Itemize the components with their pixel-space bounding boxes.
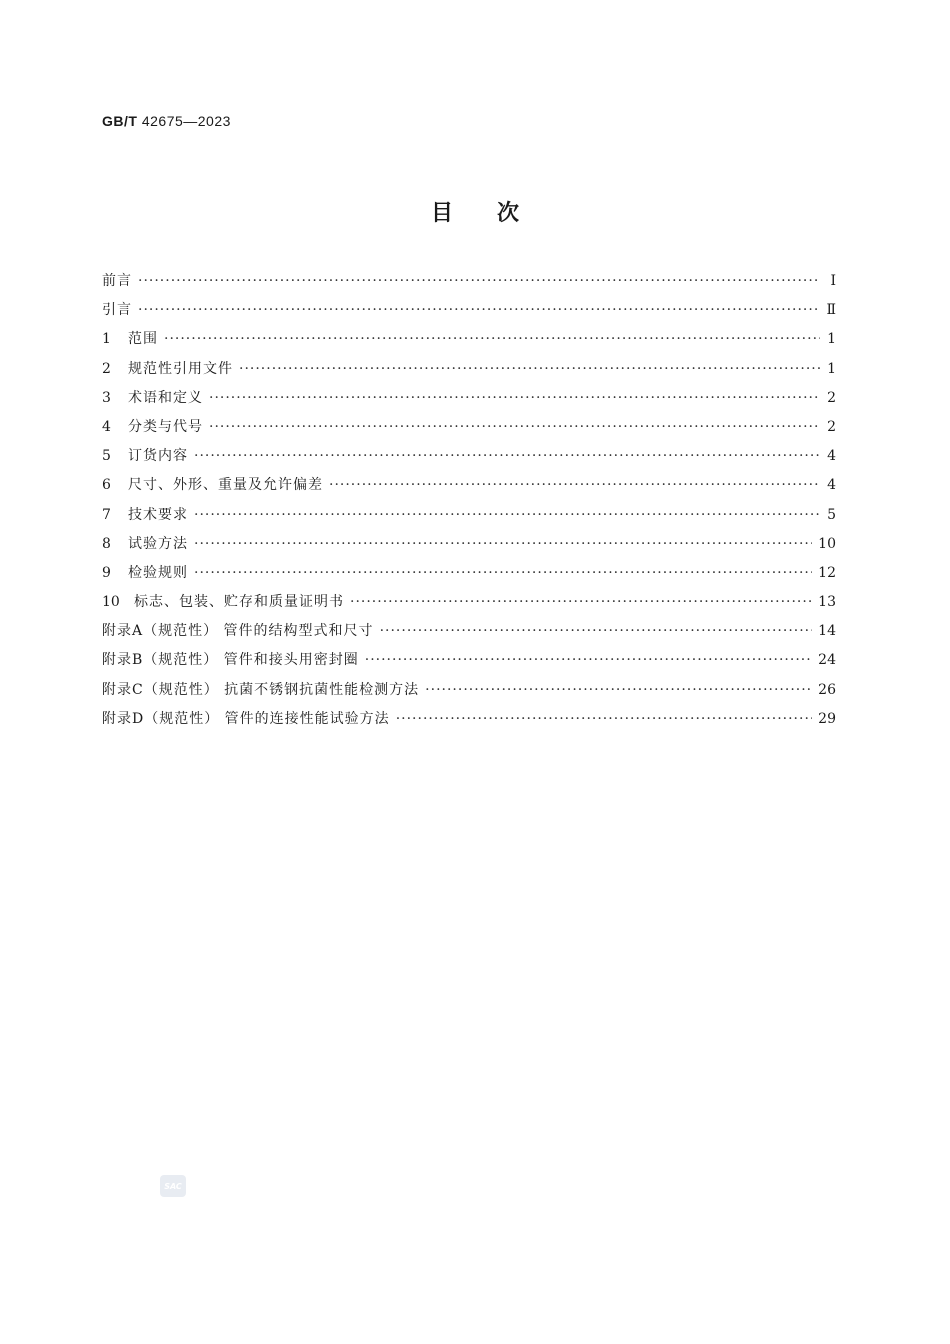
toc-entry-label: 术语和定义 xyxy=(128,389,203,406)
dot-leader xyxy=(164,331,820,347)
toc-entry-number: 7 xyxy=(102,506,111,523)
toc-entry-1[interactable] xyxy=(102,328,836,357)
toc-entry-label: 引言 xyxy=(102,302,132,319)
dot-leader xyxy=(194,448,820,464)
toc-entry-page: 2 xyxy=(827,418,836,435)
toc-entry-annex-c[interactable] xyxy=(102,679,836,708)
toc-entry-page: 1 xyxy=(827,360,836,377)
toc-entry-page: 5 xyxy=(827,506,836,523)
toc-entry-page: Ⅰ xyxy=(830,273,836,289)
toc-entry-9[interactable] xyxy=(102,562,836,591)
toc-entry-label: 附录A（规范性） 管件的结构型式和尺寸 xyxy=(102,623,374,640)
toc-entry-page: 1 xyxy=(827,331,836,348)
toc-entry-label: 分类与代号 xyxy=(128,418,203,435)
toc-entry-number: 2 xyxy=(102,360,111,377)
standard-code xyxy=(102,113,231,129)
toc-entry-number: 9 xyxy=(102,564,111,581)
toc-entry-number: 6 xyxy=(102,477,111,494)
dot-leader xyxy=(138,273,820,289)
toc-entry-number: 5 xyxy=(102,448,111,465)
toc-entry-page: 24 xyxy=(818,652,836,669)
standard-number: 42675—2023 xyxy=(141,113,231,129)
toc-entry-label: 检验规则 xyxy=(128,564,188,581)
dot-leader xyxy=(194,565,812,581)
toc-entry-label: 尺寸、外形、重量及允许偏差 xyxy=(128,477,323,494)
toc-entry-page: 10 xyxy=(818,535,836,552)
dot-leader xyxy=(365,652,812,668)
toc-entry-3[interactable] xyxy=(102,387,836,416)
dot-leader xyxy=(209,419,820,435)
toc-entry-label: 订货内容 xyxy=(128,448,188,465)
toc-entry-label: 前言 xyxy=(102,273,132,289)
dot-leader xyxy=(350,594,812,610)
toc-entry-7[interactable] xyxy=(102,504,836,533)
page-title: 目次 xyxy=(430,201,563,226)
toc-entry-number: 10 xyxy=(102,594,120,611)
toc-entry-page: 29 xyxy=(818,710,836,727)
toc-entry-number: 8 xyxy=(102,535,111,552)
table-of-contents xyxy=(102,270,836,737)
dot-leader xyxy=(380,623,813,639)
toc-entry-10[interactable] xyxy=(102,591,836,620)
dot-leader xyxy=(425,682,812,698)
toc-entry-5[interactable] xyxy=(102,445,836,474)
toc-entry-label: 试验方法 xyxy=(128,535,188,552)
toc-entry-annex-a[interactable] xyxy=(102,620,836,649)
toc-entry-label: 附录C（规范性） 抗菌不锈钢抗菌性能检测方法 xyxy=(102,681,420,698)
toc-entry-label: 范围 xyxy=(128,331,158,348)
sac-watermark-logo: SAC xyxy=(160,1175,186,1197)
toc-entry-number: 3 xyxy=(102,389,111,406)
dot-leader xyxy=(194,507,820,523)
toc-entry-page: 26 xyxy=(818,681,836,698)
toc-entry-introduction[interactable] xyxy=(102,299,836,328)
toc-entry-label: 附录B（规范性） 管件和接头用密封圈 xyxy=(102,652,359,669)
toc-entry-foreword[interactable] xyxy=(102,270,836,299)
dot-leader xyxy=(396,711,812,727)
toc-entry-label: 技术要求 xyxy=(128,506,188,523)
toc-entry-page: 4 xyxy=(827,448,836,465)
toc-entry-page: 4 xyxy=(827,477,836,494)
toc-entry-label: 附录D（规范性） 管件的连接性能试验方法 xyxy=(102,710,390,727)
toc-entry-annex-b[interactable] xyxy=(102,649,836,678)
toc-entry-page: 2 xyxy=(827,389,836,406)
toc-entry-number: 4 xyxy=(102,418,111,435)
standard-prefix: GB/T xyxy=(102,113,138,129)
toc-entry-annex-d[interactable] xyxy=(102,708,836,737)
toc-entry-2[interactable] xyxy=(102,358,836,387)
toc-entry-label: 标志、包装、贮存和质量证明书 xyxy=(134,594,344,611)
toc-entry-8[interactable] xyxy=(102,533,836,562)
toc-entry-page: 13 xyxy=(818,594,836,611)
toc-entry-page: 14 xyxy=(818,623,836,640)
dot-leader xyxy=(194,536,812,552)
dot-leader xyxy=(209,390,820,406)
toc-entry-number: 1 xyxy=(102,331,111,348)
toc-entry-4[interactable] xyxy=(102,416,836,445)
dot-leader xyxy=(239,361,820,377)
dot-leader xyxy=(329,477,820,493)
toc-entry-label: 规范性引用文件 xyxy=(128,360,233,377)
toc-entry-6[interactable] xyxy=(102,474,836,503)
toc-entry-page: Ⅱ xyxy=(826,302,836,319)
toc-entry-page: 12 xyxy=(818,564,836,581)
dot-leader xyxy=(138,302,820,318)
